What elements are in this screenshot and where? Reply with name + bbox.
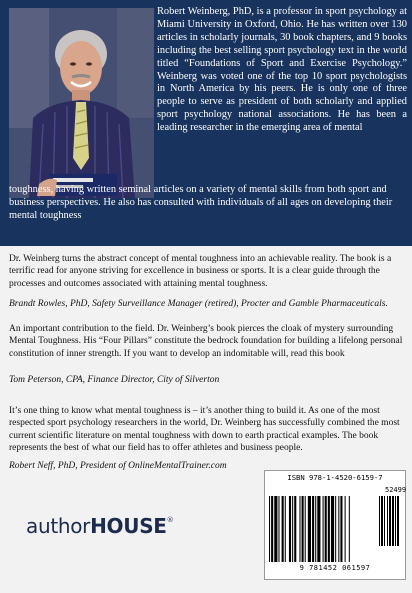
barcode-bar <box>292 496 293 562</box>
barcode-bar <box>328 496 330 562</box>
barcode-bar <box>381 496 383 546</box>
barcode-bar <box>335 496 336 562</box>
barcode-bar <box>345 496 346 562</box>
author-bio-panel <box>0 0 412 246</box>
barcode-bar <box>387 496 388 546</box>
barcode-bar <box>340 496 342 562</box>
barcode-bar <box>379 496 380 546</box>
barcode-bar <box>325 496 327 562</box>
author-photo-illustration <box>9 8 154 198</box>
endorsement-attribution: Tom Peterson, CPA, Finance Director, City of Silverton <box>9 375 220 385</box>
registered-mark: ® <box>166 516 174 524</box>
barcode-bar <box>269 496 270 562</box>
barcode-bar <box>282 496 284 562</box>
barcode-bar <box>274 496 277 562</box>
author-photo <box>9 8 154 198</box>
barcode-bar <box>338 496 339 562</box>
barcode-bar <box>392 496 394 546</box>
barcode-bar <box>299 496 300 562</box>
isbn-number: ISBN 978-1-4520-6159-7 <box>287 473 383 482</box>
logo-text-bold: HOUSE <box>90 514 167 538</box>
author-bio: Robert Weinberg, PhD, is a professor in sport psychology at Miami University in Oxford, Ohio. He has written over 130 articles in scholarly journals, 30 book chapters, and 9 books including the best selling sport psychology text in the world titled “Foundations of Sport and Exercise Psychology.” Weinberg was voted one of the top 10 sport psychologists in North America by his peers. He is only one of three people to serve as president of both scholarly and applied sport psychology national associations. He has been a leading researcher in the emerging area of mental <box>157 6 407 134</box>
isbn-label <box>265 473 405 482</box>
barcode-bar <box>308 496 311 562</box>
barcode-bar <box>323 496 324 562</box>
author-bio-continued: toughness, having written seminal articles on a variety of mental skills from both sport and business perspectives. He also has consulted with individuals of all ages on developing their mental toughness <box>9 184 393 221</box>
barcode-bar <box>289 496 291 562</box>
barcode-bar <box>294 496 296 562</box>
barcode-bar <box>331 496 334 562</box>
endorsement-quote: Dr. Weinberg turns the abstract concept of mental toughness into an achievable reality. The book is a terrific read for anyone striving for excellence in business or sports. It is a clear guide through the processes and outcomes associated with attaining mental toughness. <box>9 254 392 289</box>
barcode-bar <box>389 496 391 546</box>
endorsement-quote: It’s one thing to know what mental toughness is – it’s another thing to build it. As one of the most respected sport psychology researchers in the world, Dr. Weinberg has successfully combined the most current scientific literature on mental toughness with down to earth practical examples. The book represents the best of what our field has to offer athletes and business people. <box>9 406 400 454</box>
logo-text-light: author <box>26 514 91 538</box>
barcode-bar <box>278 496 279 562</box>
barcode-bar <box>315 496 316 562</box>
barcode-bar <box>384 496 385 546</box>
barcode-number: 9 781452 061597 <box>299 564 371 572</box>
endorsement-quote: An important contribution to the field. Dr. Weinberg’s book pierces the cloak of mystery surrounding Mental Toughness. His “Four Pillars” constitute the bedrock foundation for building a lifelong personal constitution of inner strength. If you want to develop an indomitable will, read this book <box>9 324 403 359</box>
publisher-logo <box>26 514 173 542</box>
barcode-bar <box>395 496 396 546</box>
barcode-bar <box>312 496 314 562</box>
endorsement-attribution: Robert Neff, PhD, President of OnlineMentalTrainer.com <box>9 461 227 471</box>
barcode-bar <box>349 496 350 562</box>
isbn-barcode <box>264 470 406 580</box>
barcode-bars <box>267 484 407 564</box>
endorsement-attribution: Brandt Rowles, PhD, Safety Surveillance Manager (retired), Procter and Gamble Pharmaceuticals. <box>9 299 388 309</box>
barcode-bar <box>317 496 320 562</box>
price-code: 52499 <box>385 486 407 494</box>
barcode-bar <box>302 496 304 562</box>
barcode-bar <box>271 496 273 562</box>
barcode-bar <box>397 496 399 546</box>
barcode-bar <box>285 496 286 562</box>
barcode-bar <box>305 496 306 562</box>
